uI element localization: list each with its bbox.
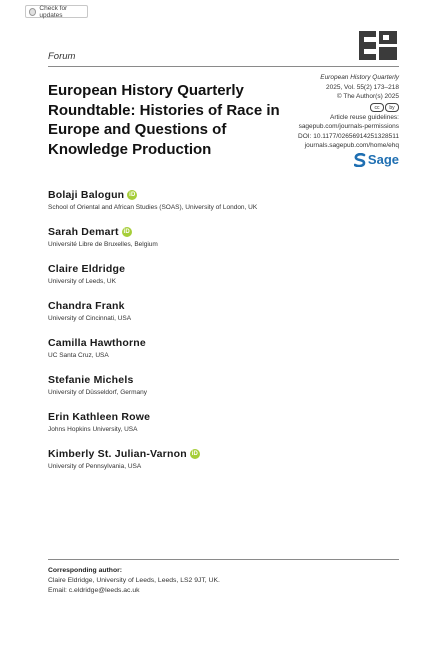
author-entry: [48, 300, 398, 337]
journal-home-link[interactable]: journals.sagepub.com/home/ehq: [304, 142, 399, 149]
corresponding-email[interactable]: Email: c.eldridge@leeds.ac.uk: [48, 587, 140, 594]
author-affiliation: School of Oriental and African Studies (SOAS), University of London, UK: [48, 204, 258, 211]
cc-license-icons[interactable]: [370, 103, 399, 112]
check-for-updates-badge[interactable]: [25, 5, 88, 18]
journal-logo-icon: [359, 31, 397, 60]
corresponding-address: Claire Eldridge, University of Leeds, Leeds, LS2 9JT, UK.: [48, 577, 220, 584]
author-affiliation: Johns Hopkins University, USA: [48, 426, 138, 433]
author-entry: [48, 263, 398, 300]
header-rule: [48, 66, 399, 67]
author-affiliation: University of Cincinnati, USA: [48, 315, 132, 322]
author-name: Claire Eldridge: [48, 263, 126, 275]
author-entry: [48, 374, 398, 411]
check-for-updates-label: Check for updates: [39, 4, 68, 19]
section-label: Forum: [48, 51, 76, 62]
orcid-icon[interactable]: iD: [123, 229, 130, 235]
author-entry: [48, 448, 398, 485]
author-affiliation: University of Düsseldorf, Germany: [48, 389, 147, 396]
author-entry: [48, 189, 398, 226]
author-affiliation: Université Libre de Bruxelles, Belgium: [48, 241, 158, 248]
journal-name: European History Quarterly: [320, 74, 399, 81]
author-affiliation: UC Santa Cruz, USA: [48, 352, 109, 359]
by-icon: by: [385, 103, 399, 112]
author-name: Kimberly St. Julian-Varnon: [48, 448, 187, 460]
author-affiliation: University of Pennsylvania, USA: [48, 463, 142, 470]
corresponding-author: [48, 566, 220, 596]
cc-icon: cc: [370, 103, 384, 112]
author-name: Chandra Frank: [48, 300, 125, 312]
orcid-icon[interactable]: iD: [191, 451, 199, 457]
update-check-icon: [29, 8, 36, 16]
orcid-icon[interactable]: iD: [129, 192, 136, 198]
author-affiliation: University of Leeds, UK: [48, 278, 116, 285]
copyright: © The Author(s) 2025: [336, 93, 399, 100]
article-title: European History Quarterly Roundtable: Histories of Race in Europe and Questions of Knowledge Production: [48, 82, 280, 158]
author-name: Erin Kathleen Rowe: [48, 411, 151, 423]
author-name: Camilla Hawthorne: [48, 337, 146, 349]
author-name: Stefanie Michels: [48, 374, 134, 386]
citation: 2025, Vol. 55(2) 173–218: [325, 83, 399, 91]
author-name: Bolaji Balogun: [48, 189, 125, 201]
reuse-guidelines-label: Article reuse guidelines:: [329, 113, 399, 121]
corresponding-heading: Corresponding author:: [48, 567, 123, 574]
author-entry: [48, 226, 398, 263]
author-name: Sarah Demart: [48, 226, 119, 238]
author-entry: [48, 337, 398, 374]
doi-link[interactable]: DOI: 10.1177/02656914251328511: [298, 132, 399, 140]
permissions-link[interactable]: sagepub.com/journals-permissions: [298, 123, 399, 130]
footer-rule: [48, 559, 399, 560]
sage-mark-icon: [354, 153, 366, 167]
author-entry: [48, 411, 398, 448]
publisher-name: Sage: [367, 151, 399, 167]
author-list: [48, 189, 398, 485]
